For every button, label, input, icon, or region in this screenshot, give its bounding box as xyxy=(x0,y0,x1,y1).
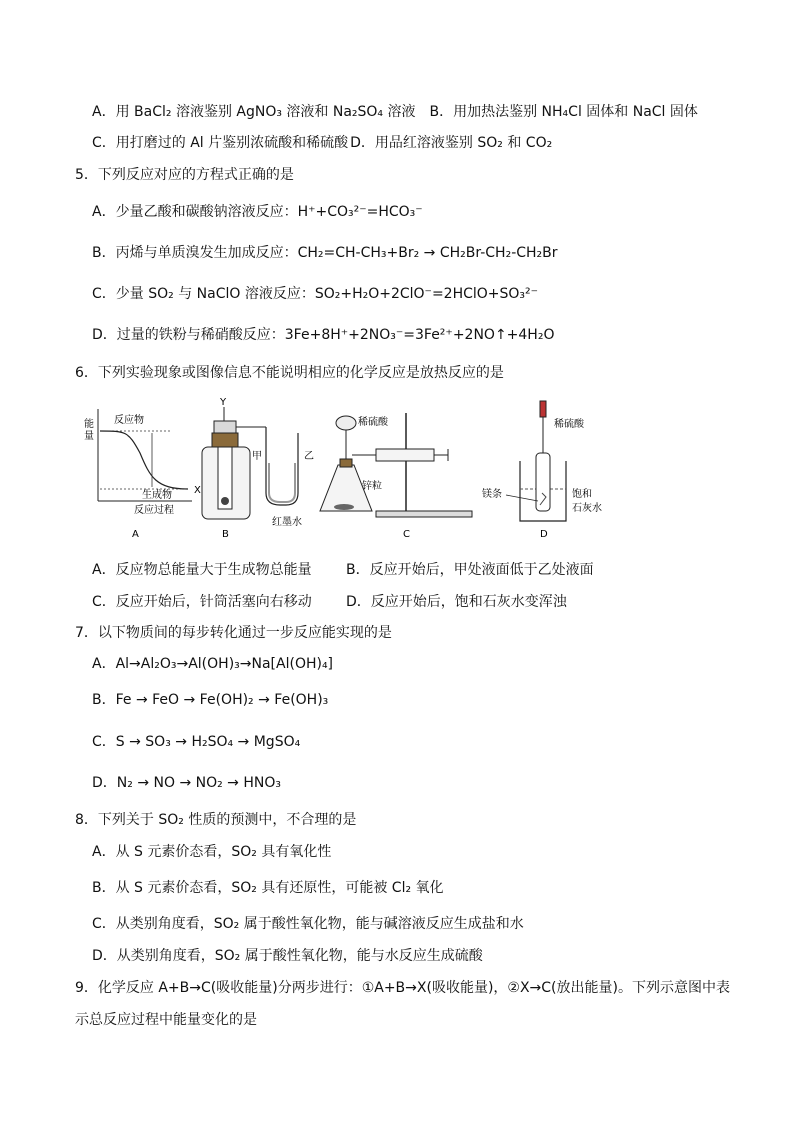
q7-option-a: A．Al→Al₂O₃→Al(OH)₃→Na[Al(OH)₄] xyxy=(92,656,334,672)
q6-option-d: D．反应开始后，饱和石灰水变浑浊 xyxy=(346,594,567,610)
q7-option-d: D．N₂ → NO → NO₂ → HNO₃ xyxy=(92,775,281,791)
q5-option-d: D．过量的铁粉与稀硝酸反应：3Fe+8H⁺+2NO₃⁻=3Fe²⁺+2NO↑+4H₂O xyxy=(92,327,555,343)
q5-option-b: B．丙烯与单质溴发生加成反应：CH₂=CH-CH₃+Br₂ → CH₂Br-CH₂-CH₂Br xyxy=(92,245,558,261)
q4-option-b: B．用加热法鉴别 NH₄Cl 固体和 NaCl 固体 xyxy=(429,104,698,120)
q8-option-d: D．从类别角度看，SO₂ 属于酸性氧化物，能与水反应生成硫酸 xyxy=(92,948,483,964)
q6-figure xyxy=(76,393,716,545)
q4-option-a: A．用 BaCl₂ 溶液鉴别 AgNO₃ 溶液和 Na₂SO₄ 溶液 xyxy=(92,104,416,120)
q4-option-d: D．用品红溶液鉴别 SO₂ 和 CO₂ xyxy=(350,135,553,151)
figure-d-label: D xyxy=(540,529,548,540)
q7-option-b: B．Fe → FeO → Fe(OH)₂ → Fe(OH)₃ xyxy=(92,692,329,708)
figure-b-x-label: X xyxy=(194,485,201,496)
figure-a-reactant-label: 反应物 xyxy=(114,415,144,426)
q5-stem: 5．下列反应对应的方程式正确的是 xyxy=(75,167,294,183)
q8-option-a: A．从 S 元素价态看，SO₂ 具有氧化性 xyxy=(92,844,332,860)
figure-a-energy-diagram xyxy=(84,409,192,540)
figure-a-ylabel-1: 能 xyxy=(84,419,94,430)
q4-option-c: C．用打磨过的 Al 片鉴别浓硫酸和稀硫酸 xyxy=(92,135,349,151)
figure-c-label: C xyxy=(403,529,410,540)
q8-option-c: C．从类别角度看，SO₂ 属于酸性氧化物，能与碱溶液反应生成盐和水 xyxy=(92,916,524,932)
figure-d-sat-label-1: 饱和 xyxy=(572,489,592,500)
q4-option-row-1 xyxy=(92,103,698,121)
figure-c-acid-label: 稀硫酸 xyxy=(358,417,388,428)
figure-b-apparatus xyxy=(194,397,314,540)
q6-option-a: A．反应物总能量大于生成物总能量 xyxy=(92,562,312,578)
figure-a-label: A xyxy=(132,529,139,540)
figure-d-mg-label: 镁条 xyxy=(482,489,502,500)
figure-a-ylabel-2: 量 xyxy=(84,431,94,442)
q6-option-c: C．反应开始后，针筒活塞向右移动 xyxy=(92,594,312,610)
figure-b-yi-label: 乙 xyxy=(304,451,314,462)
q8-stem: 8．下列关于 SO₂ 性质的预测中，不合理的是 xyxy=(75,812,357,828)
figure-b-ink-label: 红墨水 xyxy=(272,517,302,528)
q9-stem-line-1: 9．化学反应 A+B→C(吸收能量)分两步进行：①A+B→X(吸收能量)，②X→C(放出能量)。下列示意图中表 xyxy=(75,980,730,996)
figure-c-apparatus xyxy=(320,413,472,540)
figure-a-product-label: 生成物 xyxy=(142,490,172,501)
q7-stem: 7．以下物质间的每步转化通过一步反应能实现的是 xyxy=(75,625,392,641)
q9-stem-line-2: 示总反应过程中能量变化的是 xyxy=(75,1012,257,1028)
q6-option-b: B．反应开始后，甲处液面低于乙处液面 xyxy=(346,562,594,578)
q5-option-a: A．少量乙酸和碳酸钠溶液反应：H⁺+CO₃²⁻=HCO₃⁻ xyxy=(92,204,423,220)
q7-option-c: C．S → SO₃ → H₂SO₄ → MgSO₄ xyxy=(92,734,301,750)
figure-b-y-label: Y xyxy=(220,397,227,408)
figure-c-zinc-label: 锌粒 xyxy=(362,481,382,492)
figure-d-apparatus xyxy=(482,401,602,540)
q4-option-row-2 xyxy=(92,134,552,152)
figure-d-sat-label-2: 石灰水 xyxy=(572,503,602,514)
figure-a-xlabel: 反应过程 xyxy=(134,505,174,516)
q8-option-b: B．从 S 元素价态看，SO₂ 具有还原性，可能被 Cl₂ 氧化 xyxy=(92,880,444,896)
q5-option-c: C．少量 SO₂ 与 NaClO 溶液反应：SO₂+H₂O+2ClO⁻=2HClO+SO₃²⁻ xyxy=(92,286,539,302)
figure-d-acid-label: 稀硫酸 xyxy=(554,419,584,430)
figure-b-label: B xyxy=(222,529,229,540)
q6-stem: 6．下列实验现象或图像信息不能说明相应的化学反应是放热反应的是 xyxy=(75,365,504,381)
figure-b-jia-label: 甲 xyxy=(252,451,262,462)
q6-option-row-1 xyxy=(92,561,312,579)
